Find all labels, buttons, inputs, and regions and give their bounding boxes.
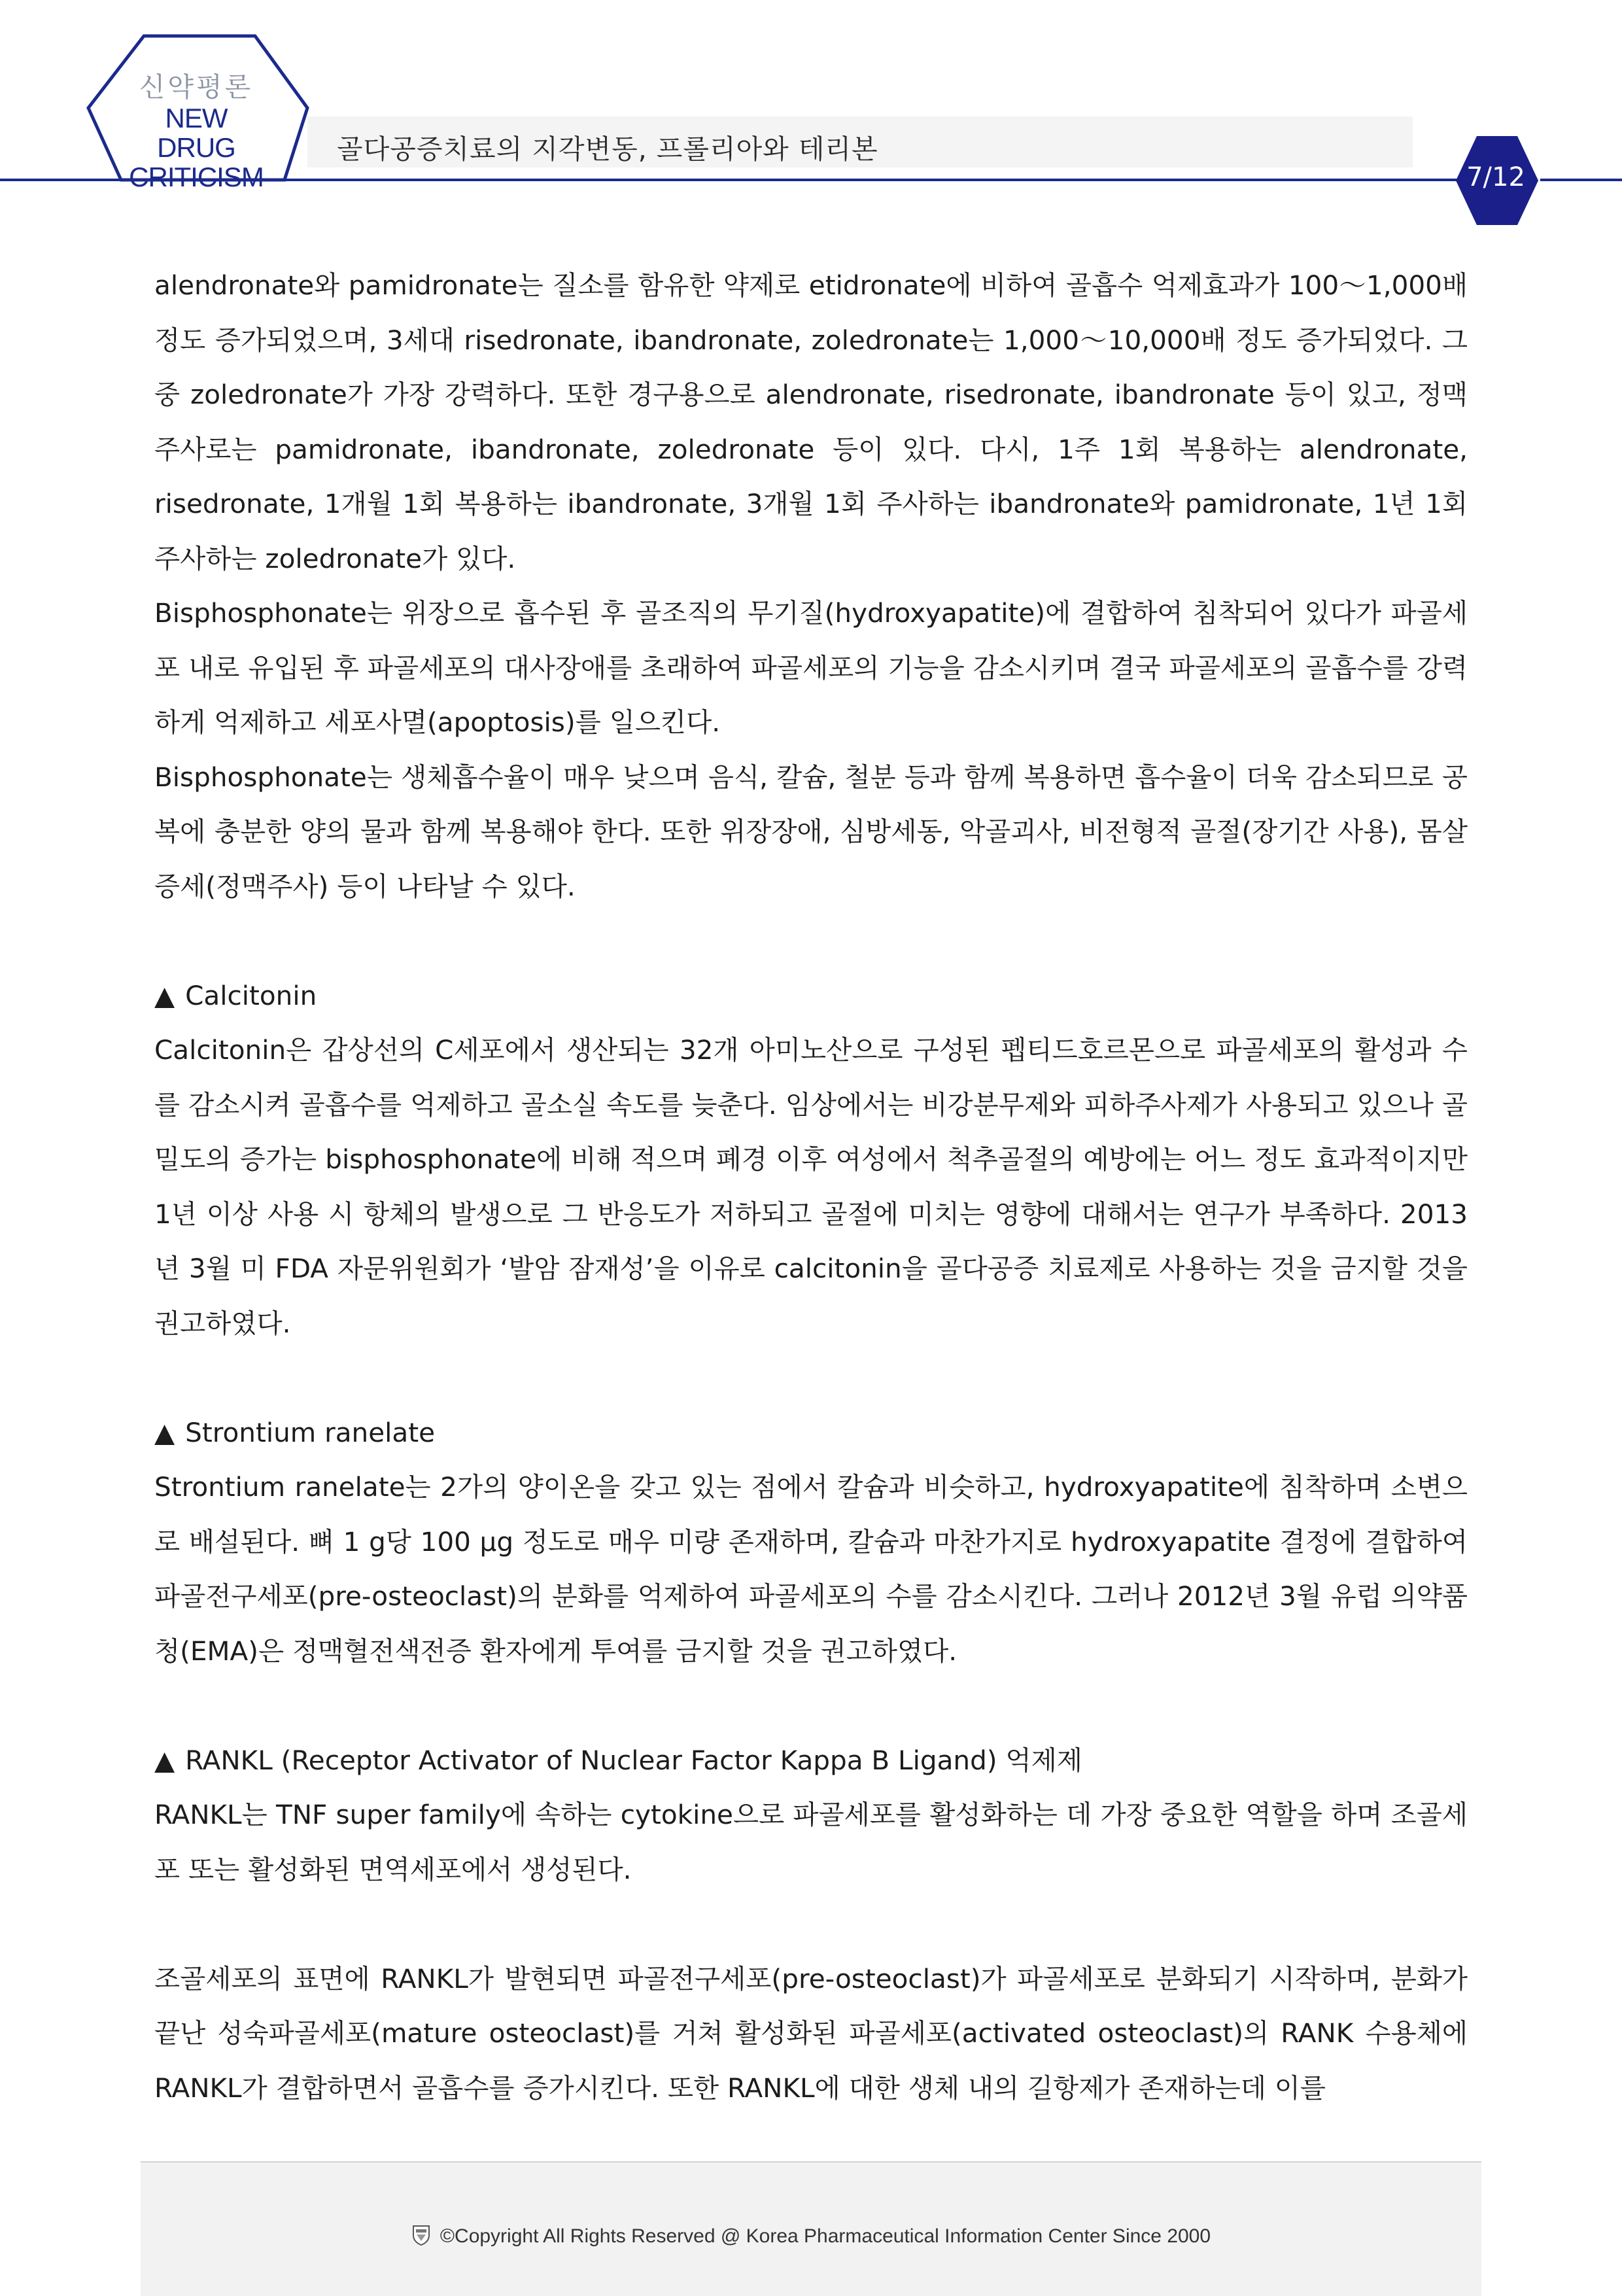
section-heading-strontium [154,1406,1468,1461]
triangle-bullet-icon: ▲ [154,1416,175,1448]
section-heading-rankl [154,1733,1468,1788]
document-title: 골다공증치료의 지각변동, 프롤리아와 테리본 [337,133,878,165]
section-gap [154,1679,1468,1733]
footer-copyright-line [141,2225,1481,2248]
paragraph-rankl-mechanism: 조골세포의 표면에 RANKL가 발현되면 파골전구세포(pre-osteoclast)가 파골세포로 분화되기 시작하며, 분화가 끝난 성숙파골세포(mature osteoclast)를 거쳐 활성화된 파골세포(activated osteoclast)의 RANK 수용체에 RANKL가 결합하면서 골흡수를 증가시킨다. 또한 RANKL에 대한 생체 내의 길항제가 존재하는데 이를 [154,1962,1468,2104]
logo-korean-text: 신약평론 [139,71,254,103]
section-gap [154,1351,1468,1406]
section-heading-calcitonin [154,969,1468,1024]
paragraph-bisphosphonate-mechanism: Bisphosphonate는 위장으로 흡수된 후 골조직의 무기질(hydroxyapatite)에 결합하여 침착되어 있다가 파골세포 내로 유입된 후 파골세포의 대사장애를 초래하여 파골세포의 기능을 감소시키며 결국 파골세포의 골흡수를 강력하게 억제하고 세포사멸(apoptosis)를 일으킨다. [154,597,1468,738]
section-gap [154,914,1468,969]
paragraph-rankl-definition: RANKL는 TNF super family에 속하는 cytokine으로 파골세포를 활성화하는 데 가장 중요한 역할을 하며 조골세포 또는 활성화된 면역세포에서 생성된다. [154,1799,1468,1885]
page-number: 7/12 [1466,162,1525,192]
triangle-bullet-icon: ▲ [154,1744,175,1776]
page-footer [141,2161,1481,2296]
triangle-bullet-icon: ▲ [154,979,175,1011]
logo-english-text [124,103,268,192]
logo-english-line2: CRITICISM [129,162,264,192]
section-heading-calcitonin-text: Calcitonin [185,979,317,1011]
copyright-text: ©Copyright All Rights Reserved @ Korea Pharmaceutical Information Center Since 2000 [440,2225,1211,2247]
paragraph-calcitonin: Calcitonin은 갑상선의 C세포에서 생산되는 32개 아미노산으로 구성된 펩티드호르몬으로 파골세포의 활성과 수를 감소시켜 골흡수를 억제하고 골소실 속도를 늦춘다. 임상에서는 비강분무제와 피하주사제가 사용되고 있으나 골밀도의 증가는 bisphosphonate에 비해 적으며 폐경 이후 여성에서 척추골절의 예방에는 어느 정도 효과적이지만 1년 이상 사용 시 항체의 발생으로 그 반응도가 저하되고 골절에 미치는 영향에 대해서는 연구가 부족하다. 2013년 3월 미 FDA 자문위원회가 ‘발암 잠재성’을 이유로 calcitonin을 골다공증 치료제로 사용하는 것을 금지할 것을 권고하였다. [154,1034,1468,1339]
section-heading-rankl-text: RANKL (Receptor Activator of Nuclear Factor Kappa B Ligand) 억제제 [185,1744,1082,1776]
logo-english-line1: NEW DRUG [157,103,235,163]
kpic-shield-icon [411,2224,431,2246]
paragraph-bisphosphonate-potency: alendronate와 pamidronate는 질소를 함유한 약제로 etidronate에 비하여 골흡수 억제효과가 100～1,000배 정도 증가되었으며, 3세대 risedronate, ibandronate, zoledronate는 1,000～10,000배 정도 증가되었다. 그중 zoledronate가 가장 강력하다. 또한 경구용으로 alendronate, risedronate, ibandronate 등이 있고, 정맥주사로는 pamidronate, ibandronate, zoledronate 등이 있다. 다시, 1주 1회 복용하는 alendronate, risedronate, 1개월 1회 복용하는 ibandronate, 3개월 1회 주사하는 ibandronate와 pamidronate, 1년 1회 주사하는 zoledronate가 있다. [154,270,1468,574]
paragraph-bisphosphonate-absorption: Bisphosphonate는 생체흡수율이 매우 낮으며 음식, 칼슘, 철분 등과 함께 복용하면 흡수율이 더욱 감소되므로 공복에 충분한 양의 물과 함께 복용해야 한다. 또한 위장장애, 심방세동, 악골괴사, 비전형적 골절(장기간 사용), 몸살증세(정맥주사) 등이 나타날 수 있다. [154,761,1468,902]
section-gap [154,1897,1468,1952]
section-heading-strontium-text: Strontium ranelate [185,1416,435,1448]
page-header [0,0,1622,235]
article-body [154,258,1468,2115]
paragraph-strontium: Strontium ranelate는 2가의 양이온을 갖고 있는 점에서 칼슘과 비슷하고, hydroxyapatite에 침착하며 소변으로 배설된다. 뼈 1 g당 100 μg 정도로 매우 미량 존재하며, 칼슘과 마찬가지로 hydroxyapatite 결정에 결합하여 파골전구세포(pre-osteoclast)의 분화를 억제하여 파골세포의 수를 감소시킨다. 그러나 2012년 3월 유럽 의약품청(EMA)은 정맥혈전색전증 환자에게 투여를 금지할 것을 권고하였다. [154,1471,1468,1667]
